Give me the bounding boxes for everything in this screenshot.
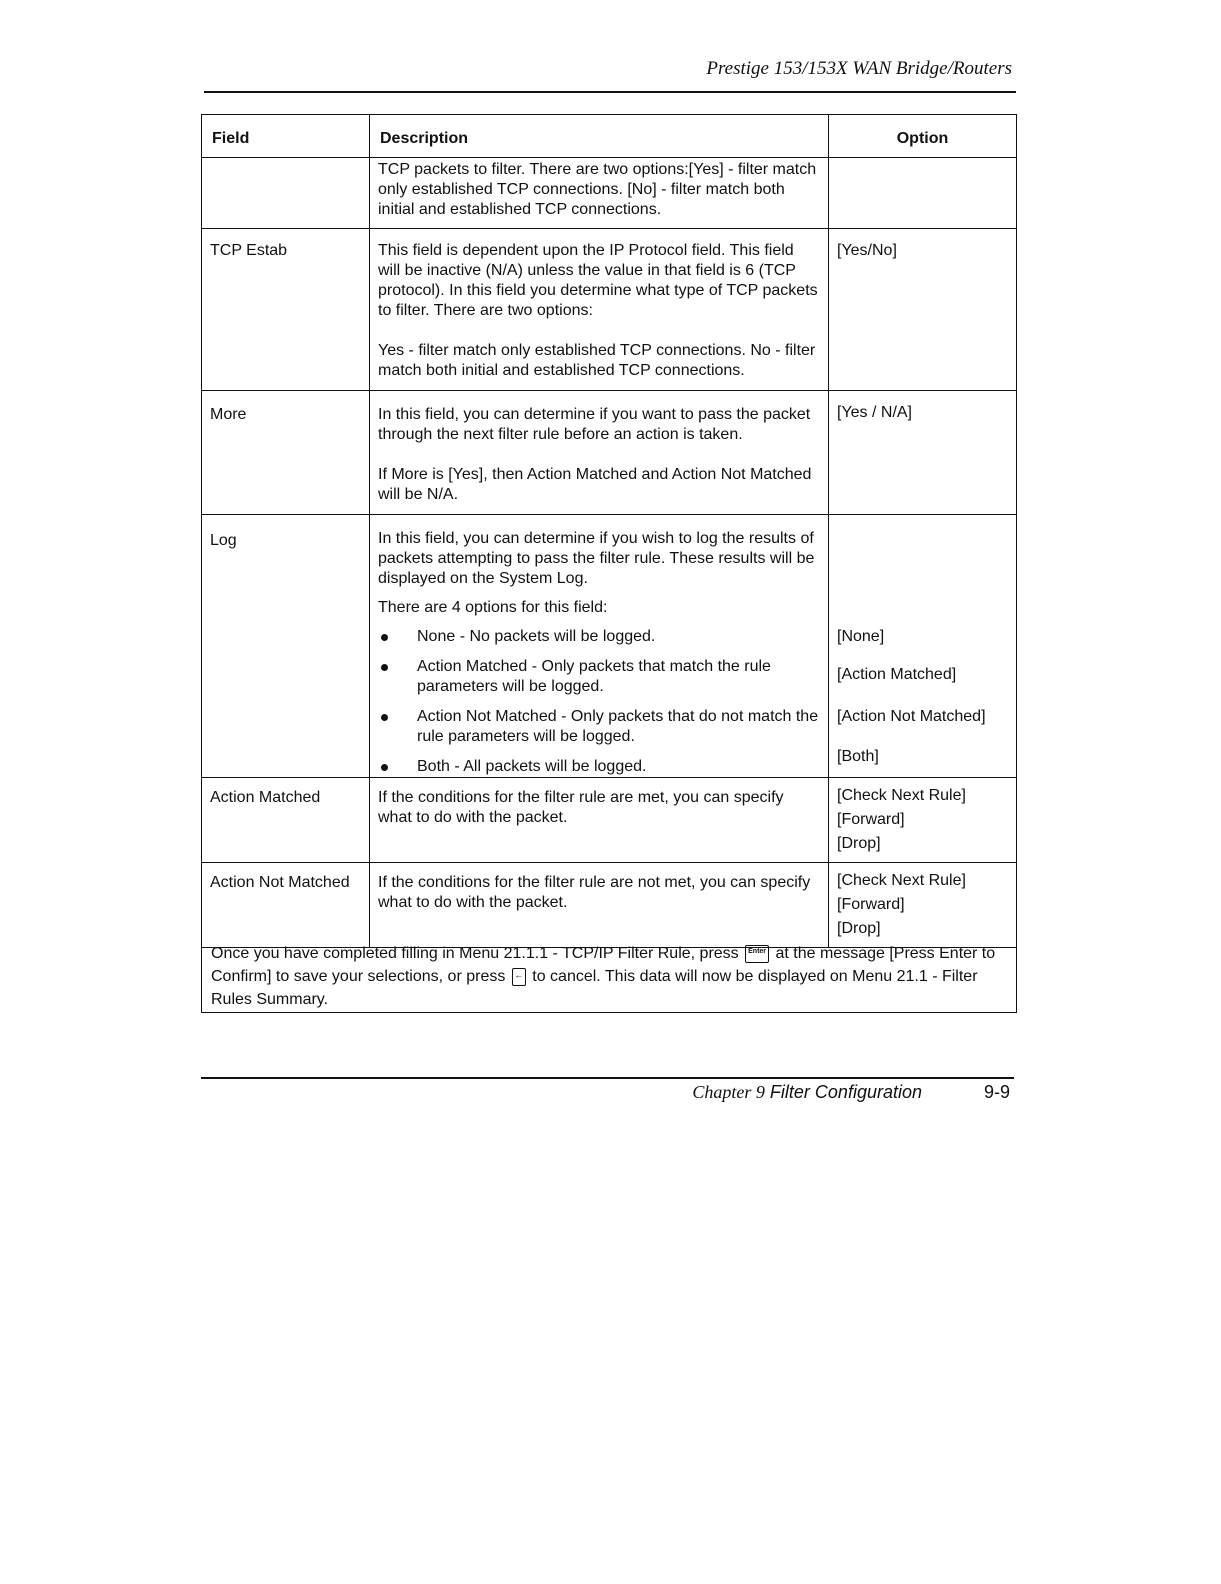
option-value: [Forward] — [837, 896, 905, 913]
option-value: [Yes / N/A] — [837, 404, 912, 421]
page-number: 9-9 — [983, 1082, 1010, 1102]
list-item-text: None - No packets will be logged. — [417, 628, 656, 645]
list-item-text: Action Matched - Only packets that match the rule parameters will be logged. — [417, 658, 771, 695]
list-item — [378, 757, 820, 777]
field-column-header: Field — [202, 115, 370, 158]
description-cell — [370, 158, 829, 229]
chapter-title: Filter Configuration — [769, 1082, 922, 1102]
table-row — [202, 515, 1017, 778]
option-value: [Check Next Rule] — [837, 787, 966, 804]
option-value: [None] — [837, 628, 885, 645]
option-value: [Check Next Rule] — [837, 872, 966, 889]
field-cell: TCP Estab — [202, 229, 370, 391]
description-text: This field is dependent upon the IP Protocol field. This field will be inactive (N/A) unless the value in that field is 6 (TCP protocol). In this field you determine what type of TCP packets to filter. There are two options: — [378, 242, 818, 319]
list-item-text: Action Not Matched - Only packets that do not match the rule parameters will be logged. — [417, 708, 819, 745]
option-value: [Forward] — [837, 811, 905, 828]
list-item — [378, 657, 820, 697]
option-cell — [829, 229, 1017, 391]
running-header: Prestige 153/153X WAN Bridge/Routers — [706, 58, 1012, 79]
description-text: In this field, you can determine if you want to pass the packet through the next filter rule before an action is taken. — [378, 406, 811, 443]
field-cell: Log — [202, 515, 370, 778]
header-rule — [204, 91, 1016, 93]
field-cell: More — [202, 391, 370, 515]
description-column-header: Description — [370, 115, 829, 158]
option-value: [Both] — [837, 748, 879, 765]
option-value: [Drop] — [837, 920, 881, 937]
option-cell — [829, 778, 1017, 863]
note-text: at the message [Press Enter to Confirm] to save your selections, or press — [211, 945, 996, 985]
list-item — [378, 707, 820, 747]
log-options-list — [378, 627, 820, 777]
option-cell — [829, 391, 1017, 515]
note-text: to cancel. This data will now be displayed on Menu 21.1 - Filter Rules Summary. — [211, 968, 978, 1008]
description-text: There are 4 options for this field: — [378, 599, 608, 616]
table-row — [202, 778, 1017, 863]
option-value: [Yes/No] — [837, 242, 897, 259]
option-cell — [829, 158, 1017, 229]
bullet-icon — [381, 664, 388, 671]
chapter-label: Chapter 9 — [692, 1082, 765, 1102]
description-cell — [370, 391, 829, 515]
description-text: If the conditions for the filter rule are not met, you can specify what to do with the packet. — [378, 874, 811, 911]
bullet-icon — [381, 714, 388, 721]
field-cell: Action Matched — [202, 778, 370, 863]
description-text: If the conditions for the filter rule are met, you can specify what to do with the packet. — [378, 789, 784, 826]
description-cell — [370, 515, 829, 778]
footer-chapter — [600, 1082, 922, 1103]
option-value: [Action Matched] — [837, 666, 957, 683]
option-cell — [829, 515, 1017, 778]
option-value: [Action Not Matched] — [837, 708, 986, 725]
description-text: In this field, you can determine if you wish to log the results of packets attempting to pass the filter rule. These results will be displayed on the System Log. — [378, 530, 815, 587]
enter-key-icon: Enter — [745, 945, 769, 963]
bullet-icon — [381, 764, 388, 771]
field-cell — [202, 158, 370, 229]
option-value: [Drop] — [837, 835, 881, 852]
completion-note — [201, 928, 1017, 1013]
option-column-header: Option — [829, 115, 1017, 158]
field-cell: Action Not Matched — [202, 863, 370, 948]
description-cell — [370, 229, 829, 391]
escape-key-icon: ← — [512, 968, 526, 986]
table-row — [202, 158, 1017, 229]
filter-rule-table — [201, 114, 1017, 948]
table-header-row — [202, 115, 1017, 158]
note-text: Once you have completed filling in Menu 21.1.1 - TCP/IP Filter Rule, press — [211, 945, 739, 962]
description-text: Yes - filter match only established TCP connections. No - filter match both initial and established TCP connections. — [378, 342, 816, 379]
description-text: If More is [Yes], then Action Matched and Action Not Matched will be N/A. — [378, 466, 812, 503]
description-cell — [370, 778, 829, 863]
list-item — [378, 627, 820, 647]
description-text: TCP packets to filter. There are two options:[Yes] - filter match only established TCP connections. [No] - filter match both initial and established TCP connections. — [378, 161, 817, 218]
bullet-icon — [381, 634, 388, 641]
footer-rule — [201, 1077, 1014, 1079]
list-item-text: Both - All packets will be logged. — [417, 758, 647, 775]
table-row — [202, 229, 1017, 391]
table-row — [202, 391, 1017, 515]
